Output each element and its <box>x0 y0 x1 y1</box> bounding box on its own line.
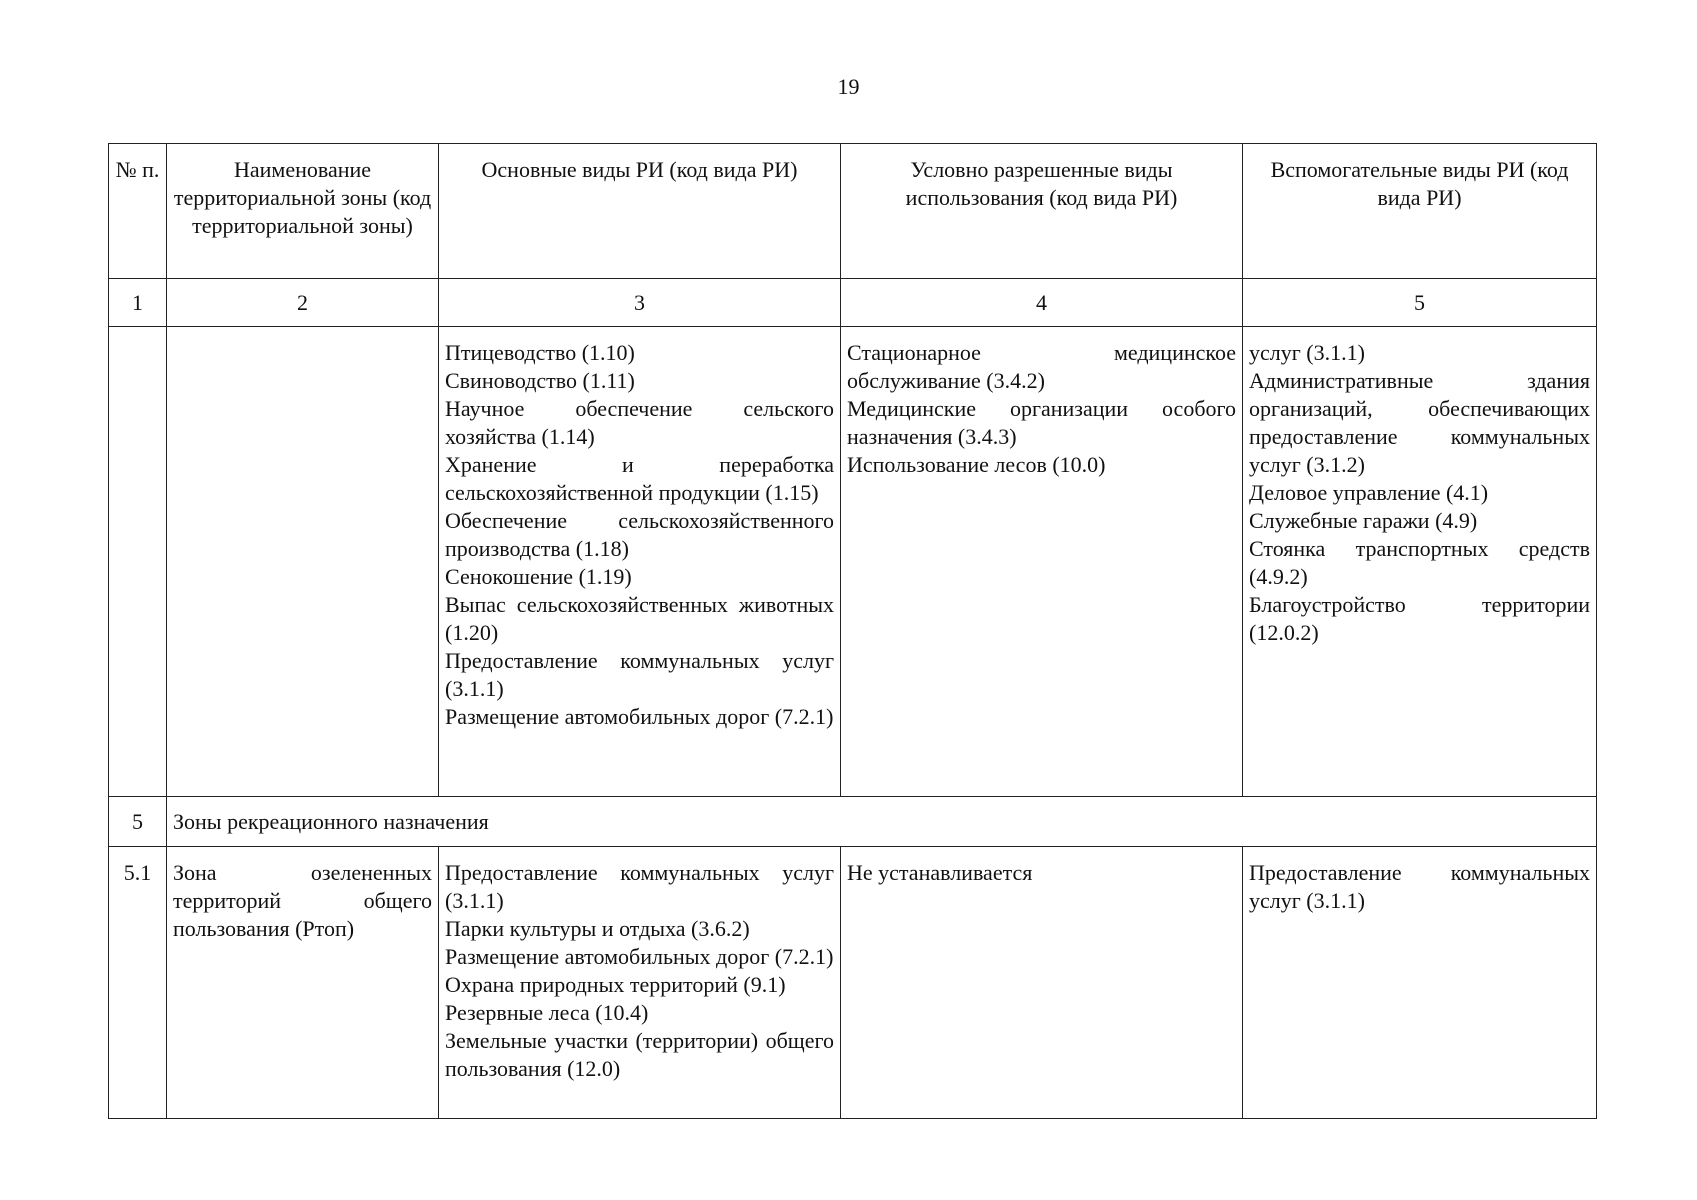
use-item: Земельные участки (территории) общего пользования (12.0) <box>445 1028 834 1081</box>
use-item: Деловое управление (4.1) <box>1249 480 1489 505</box>
use-item: Парки культуры и отдыха (3.6.2) <box>445 916 750 941</box>
table-row <box>109 847 1597 1119</box>
use-item: Хранение и переработка сельскохозяйственной продукции (1.15) <box>445 452 834 505</box>
use-item: Предоставление коммунальных услуг (3.1.1) <box>445 860 834 913</box>
zone-name <box>167 327 439 797</box>
main-uses-cell <box>439 327 841 797</box>
section-title: Зоны рекреационного назначения <box>167 797 1597 847</box>
column-number: 2 <box>167 279 439 327</box>
zone-name-text: Зона озелененных территорий общего пользования (Ртоп) <box>173 860 432 941</box>
use-item: Охрана природных территорий (9.1) <box>445 972 786 997</box>
section-row <box>109 797 1597 847</box>
main-uses-cell <box>439 847 841 1119</box>
use-item: услуг (3.1.1) <box>1249 340 1365 365</box>
column-number: 3 <box>439 279 841 327</box>
use-item: Резервные леса (10.4) <box>445 1000 649 1025</box>
header-main-uses: Основные виды РИ (код вида РИ) <box>439 144 841 279</box>
use-item: Не устанавливается <box>847 860 1033 885</box>
use-item: Благоустройство территории (12.0.2) <box>1249 592 1590 645</box>
row-number: 5.1 <box>109 847 167 1119</box>
use-item: Научное обеспечение сельского хозяйства (1.14) <box>445 396 834 449</box>
use-item: Размещение автомобильных дорог (7.2.1) <box>445 704 834 729</box>
table-row <box>109 327 1597 797</box>
header-zone-name: Наименование территориальной зоны (код территориальной зоны) <box>167 144 439 279</box>
conditional-uses-cell <box>841 327 1243 797</box>
section-number: 5 <box>109 797 167 847</box>
use-item: Свиноводство (1.11) <box>445 368 635 393</box>
use-item: Стационарное медицинское обслуживание (3.4.2) <box>847 340 1236 393</box>
use-item: Использование лесов (10.0) <box>847 452 1106 477</box>
column-number: 1 <box>109 279 167 327</box>
column-number: 5 <box>1243 279 1597 327</box>
use-item: Служебные гаражи (4.9) <box>1249 508 1478 533</box>
use-item: Предоставление коммунальных услуг (3.1.1) <box>445 648 834 701</box>
use-item: Размещение автомобильных дорог (7.2.1) <box>445 944 834 969</box>
zoning-table <box>108 143 1597 1119</box>
header-conditional-uses: Условно разрешенные виды использования (код вида РИ) <box>841 144 1243 279</box>
auxiliary-uses-cell <box>1243 327 1597 797</box>
use-item: Птицеводство (1.10) <box>445 340 635 365</box>
use-item: Предоставление коммунальных услуг (3.1.1) <box>1249 860 1590 913</box>
use-item: Сенокошение (1.19) <box>445 564 632 589</box>
page-number: 19 <box>837 74 860 99</box>
column-numbers-row <box>109 279 1597 327</box>
use-item: Медицинские организации особого назначения (3.4.3) <box>847 396 1236 449</box>
table-header-row <box>109 144 1597 279</box>
row-number <box>109 327 167 797</box>
conditional-uses-cell <box>841 847 1243 1119</box>
use-item: Стоянка транспортных средств (4.9.2) <box>1249 536 1590 589</box>
use-item: Административные здания организаций, обеспечивающих предоставление коммунальных услуг (3.1.2) <box>1249 368 1590 477</box>
use-item: Обеспечение сельскохозяйственного производства (1.18) <box>445 508 834 561</box>
header-number: № п. <box>109 144 167 279</box>
use-item: Выпас сельскохозяйственных животных (1.20) <box>445 592 834 645</box>
auxiliary-uses-cell <box>1243 847 1597 1119</box>
column-number: 4 <box>841 279 1243 327</box>
header-auxiliary-uses: Вспомогательные виды РИ (код вида РИ) <box>1243 144 1597 279</box>
zone-name <box>167 847 439 1119</box>
